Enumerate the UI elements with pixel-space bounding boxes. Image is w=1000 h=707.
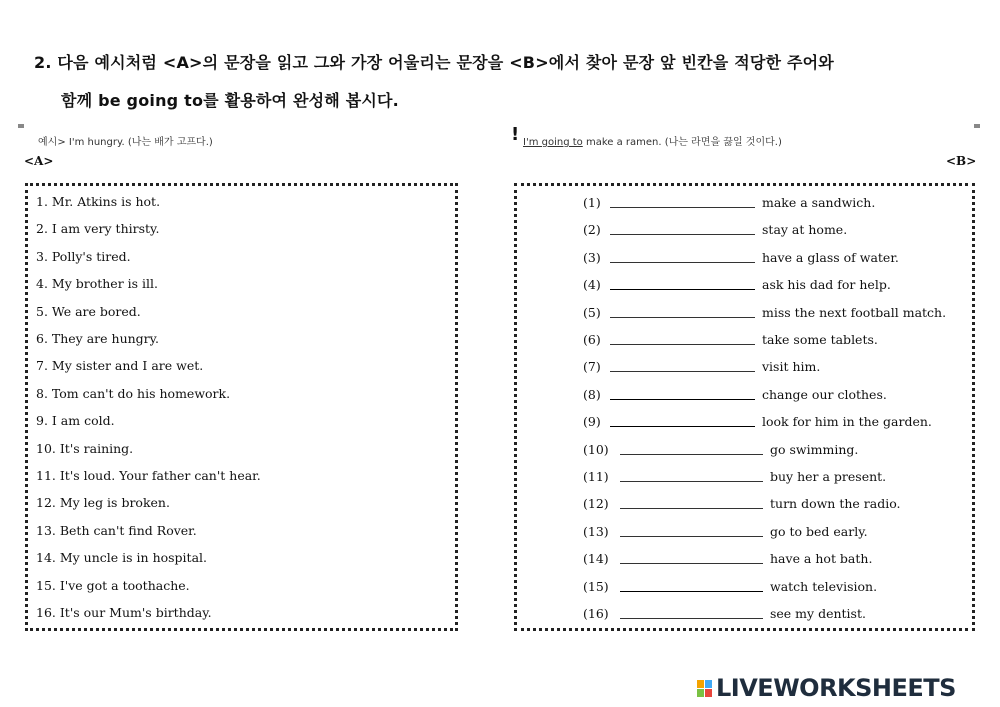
sentence-b-text: stay at home.	[762, 222, 848, 238]
sentence-a-item: 14. My uncle is in hospital.	[36, 550, 208, 566]
answer-blank[interactable]	[620, 536, 763, 537]
answer-blank[interactable]	[610, 262, 755, 263]
sentence-b-text: change our clothes.	[762, 386, 887, 402]
answer-blank[interactable]	[610, 344, 755, 345]
sentence-a-item: 11. It's loud. Your father can't hear.	[36, 468, 261, 483]
sentence-b-text: visit him.	[762, 359, 821, 375]
sentence-a-item: 5. We are bored.	[36, 303, 141, 319]
sentence-a-item: 10. It's raining.	[36, 440, 134, 456]
item-number: (6)	[583, 332, 601, 347]
answer-blank[interactable]	[610, 426, 755, 427]
liveworksheets-logo[interactable]	[697, 675, 956, 701]
answer-blank[interactable]	[610, 371, 755, 372]
sentence-b-text: make a sandwich.	[762, 195, 876, 210]
answer-blank[interactable]	[610, 399, 755, 400]
logo-block	[697, 689, 704, 697]
sentence-a-item: 6. They are hungry.	[36, 331, 160, 346]
instruction-line-2: 함께 be going to를 활용하여 완성해 봅시다.	[61, 91, 399, 110]
logo-block	[705, 689, 712, 697]
answer-blank[interactable]	[620, 563, 763, 564]
item-number: (2)	[583, 222, 601, 238]
instruction-line-1: 2. 다음 예시처럼 <A>의 문장을 읽고 그와 가장 어울리는 문장을 <B>에서 찾아 문장 앞 빈칸을 적당한 주어와	[34, 53, 834, 72]
sentence-b-text: have a glass of water.	[762, 249, 899, 265]
sentence-b-text: go to bed early.	[770, 523, 868, 539]
item-number: (13)	[583, 523, 609, 539]
answer-blank[interactable]	[620, 454, 763, 455]
sentence-a-item: 13. Beth can't find Rover.	[36, 522, 197, 538]
section-b-box	[514, 183, 975, 631]
example-sentence-b	[523, 133, 782, 148]
answer-blank[interactable]	[620, 618, 763, 619]
section-b-tag: <B>	[946, 154, 977, 168]
section-a-tag: <A>	[24, 154, 54, 168]
sentence-b-text: see my dentist.	[770, 606, 866, 621]
section-a-box	[25, 183, 458, 631]
sentence-b-text: buy her a present.	[770, 469, 887, 484]
sentence-a-item: 4. My brother is ill.	[36, 276, 159, 292]
sentence-b-text: go swimming.	[770, 441, 859, 457]
item-number: (7)	[583, 359, 601, 375]
answer-blank[interactable]	[610, 289, 755, 290]
sentence-a-item: 16. It's our Mum's birthday.	[36, 605, 212, 620]
sentence-a-item: 15. I've got a toothache.	[36, 577, 190, 593]
scan-edge-mark	[974, 124, 980, 128]
logo-block	[705, 680, 712, 688]
sentence-a-item: 8. Tom can't do his homework.	[36, 385, 231, 401]
answer-blank[interactable]	[620, 481, 763, 482]
sentence-a-item: 9. I am cold.	[36, 413, 115, 429]
item-number: (12)	[583, 496, 609, 512]
item-number: (9)	[583, 414, 601, 430]
sentence-a-item: 2. I am very thirsty.	[36, 221, 160, 237]
sentence-b-text: have a hot bath.	[770, 551, 873, 567]
item-number: (3)	[583, 249, 601, 265]
item-number: (14)	[583, 551, 609, 567]
logo-block	[697, 680, 704, 688]
scan-edge-mark	[18, 124, 24, 128]
sentence-a-item: 7. My sister and I are wet.	[36, 358, 204, 374]
sentence-b-text: look for him in the garden.	[762, 414, 932, 430]
sentence-a-item: 12. My leg is broken.	[36, 495, 170, 511]
item-number: (15)	[583, 578, 609, 594]
sentence-b-text: take some tablets.	[762, 332, 878, 347]
logo-text: LIVEWORKSHEETS	[716, 674, 956, 702]
sentence-b-text: ask his dad for help.	[762, 277, 891, 293]
item-number: (1)	[583, 195, 601, 210]
answer-blank[interactable]	[610, 317, 755, 318]
item-number: (11)	[583, 469, 609, 484]
sentence-a-item: 1. Mr. Atkins is hot.	[36, 194, 161, 209]
logo-blocks-icon	[697, 680, 712, 697]
example-sentence-a: 예시> I'm hungry. (나는 배가 고프다.)	[38, 137, 213, 148]
item-number: (10)	[583, 441, 609, 457]
answer-blank[interactable]	[620, 508, 763, 509]
answer-blank[interactable]	[610, 234, 755, 235]
sentence-b-text: watch television.	[770, 578, 878, 594]
sentence-b-text: turn down the radio.	[770, 496, 901, 512]
example-answer: I'm going to	[523, 137, 583, 148]
item-number: (4)	[583, 277, 601, 293]
answer-blank[interactable]	[610, 207, 755, 208]
answer-blank[interactable]	[620, 591, 763, 592]
item-number: (5)	[583, 304, 601, 320]
exclamation-mark: !	[511, 124, 520, 145]
sentence-a-item: 3. Polly's tired.	[36, 248, 131, 264]
item-number: (8)	[583, 386, 601, 402]
item-number: (16)	[583, 606, 609, 621]
example-rest: make a ramen. (나는 라면을 끓일 것이다.)	[585, 137, 782, 148]
sentence-b-text: miss the next football match.	[762, 304, 947, 320]
